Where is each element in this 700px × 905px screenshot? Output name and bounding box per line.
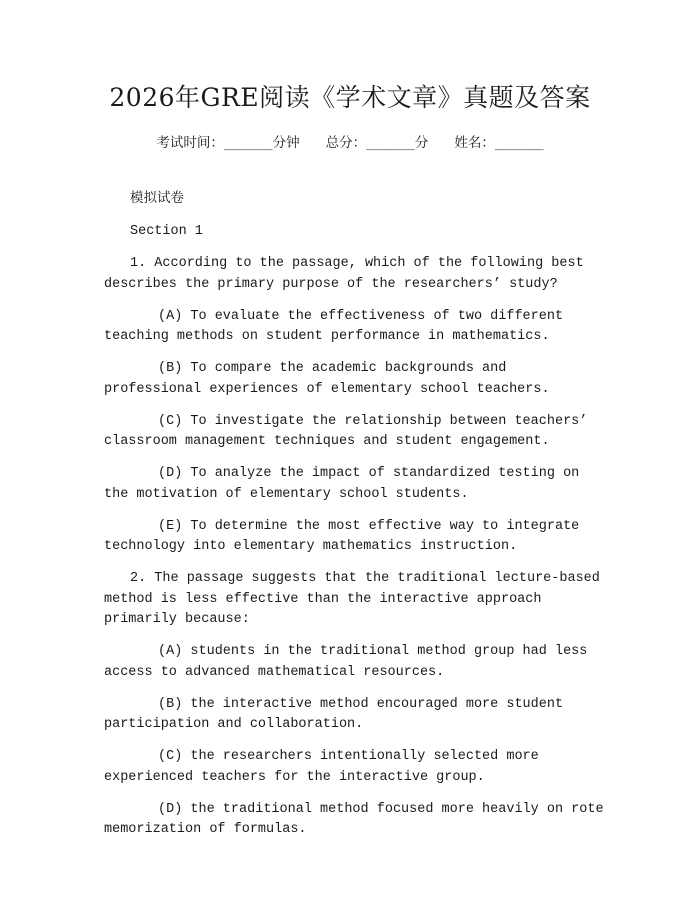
answer-option: (B) To compare the academic backgrounds and professional experiences of elementary school teachers. bbox=[104, 361, 550, 397]
score-label: 总分：______分 bbox=[325, 135, 429, 151]
question-content bbox=[104, 190, 604, 852]
name-label: 姓名：______ bbox=[454, 135, 544, 151]
paper-label: 模拟试卷 bbox=[130, 192, 184, 207]
exam-meta bbox=[0, 131, 700, 151]
answer-option: (B) the interactive method encouraged more student participation and collaboration. bbox=[104, 696, 564, 732]
question-stem: 2. The passage suggests that the traditional lecture-based method is less effective than the interactive approach primarily because: bbox=[104, 571, 600, 627]
question-stem: 1. According to the passage, which of the following best describes the primary purpose of the researchers’ study? bbox=[104, 256, 584, 292]
answer-option: (C) To investigate the relationship between teachers’ classroom management techniques and student engagement. bbox=[104, 413, 588, 449]
answer-option: (E) To determine the most effective way to integrate technology into elementary mathematics instruction. bbox=[104, 518, 580, 554]
answer-option: (A) To evaluate the effectiveness of two different teaching methods on student performance in mathematics. bbox=[104, 308, 564, 344]
section-label: Section 1 bbox=[130, 224, 203, 239]
answer-option: (C) the researchers intentionally selected more experienced teachers for the interactive group. bbox=[104, 749, 539, 785]
answer-option: (A) students in the traditional method group had less access to advanced mathematical resources. bbox=[104, 644, 588, 680]
answer-option: (D) To analyze the impact of standardized testing on the motivation of elementary school students. bbox=[104, 466, 580, 502]
page-title: 2026年GRE阅读《学术文章》真题及答案 bbox=[109, 83, 591, 112]
answer-option: (D) the traditional method focused more heavily on rote memorization of formulas. bbox=[104, 801, 604, 837]
time-label: 考试时间：______分钟 bbox=[156, 135, 300, 151]
